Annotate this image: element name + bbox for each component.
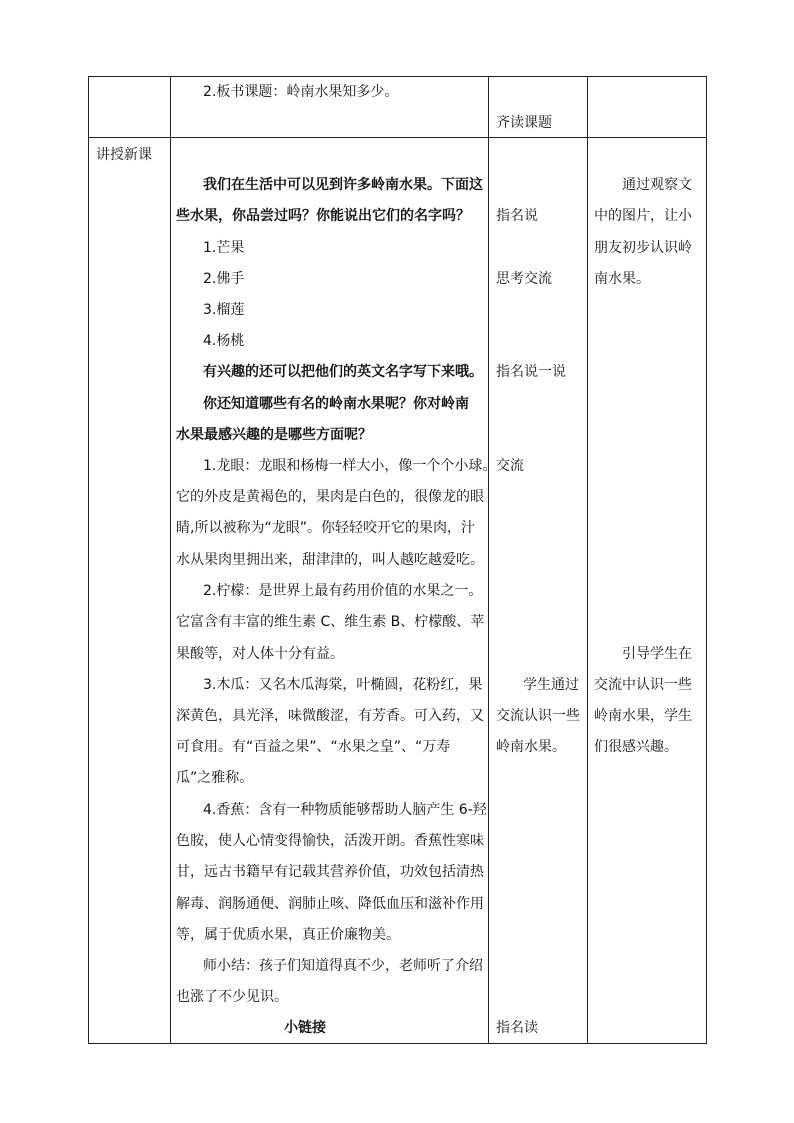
longan-paragraph: 1.龙眼：龙眼和杨梅一样大小，像一个个小球。 [203, 458, 497, 474]
design-intent-line: 中的图片，让小 [594, 208, 692, 224]
small-link-heading: 小链接 [284, 1020, 326, 1036]
design-intent-line: 们很感兴趣。 [594, 739, 678, 755]
banana-paragraph: 4.香蕉：含有一种物质能够帮助人脑产生 6-羟 [203, 802, 487, 818]
content-line: 有兴趣的还可以把他们的英文名字写下来哦。 [203, 364, 483, 380]
papaya-paragraph: 瓜”之雅称。 [176, 770, 254, 786]
table-right-border [706, 76, 707, 1044]
banana-paragraph: 等，属于优质水果，真正价廉物美。 [176, 927, 400, 943]
banana-paragraph: 甘，远古书籍早有记载其营养价值，功效包括清热 [176, 864, 484, 880]
activity-item: 岭南水果。 [496, 739, 566, 755]
design-intent-line: 引导学生在 [622, 646, 692, 662]
stage-label: 讲授新课 [96, 147, 152, 163]
column-divider-1 [170, 76, 171, 1044]
longan-paragraph: 水从果肉里拥出来，甜津津的，叫人越吃越爱吃。 [176, 552, 484, 568]
design-intent-line: 交流中认识一些 [594, 677, 692, 693]
teacher-summary: 也涨了不少见识。 [176, 989, 288, 1005]
read-title-activity: 齐读课题 [496, 115, 552, 131]
fruit-list-item: 1.芒果 [203, 240, 245, 256]
design-intent-line: 通过观察文 [622, 177, 692, 193]
lemon-paragraph: 果酸等，对人体十分有益。 [176, 646, 344, 662]
fruit-list-item: 3.榴莲 [203, 302, 245, 318]
longan-paragraph: 睛,所以被称为“龙眼”。你轻轻咬开它的果肉，汁 [176, 520, 475, 536]
longan-paragraph: 它的外皮是黄褐色的，果肉是白色的，很像龙的眼 [176, 489, 484, 505]
banana-paragraph: 解毒、润肠通便、润肺止咳、降低血压和滋补作用 [176, 896, 484, 912]
design-intent-line: 朋友初步认识岭 [594, 240, 692, 256]
lemon-paragraph: 2.柠檬：是世界上最有药用价值的水果之一。 [203, 583, 483, 599]
fruit-list-item: 4.杨桃 [203, 333, 245, 349]
design-intent-line: 南水果。 [594, 271, 650, 287]
row-divider [88, 137, 706, 138]
teacher-summary: 师小结：孩子们知道得真不少，老师听了介绍 [203, 958, 483, 974]
papaya-paragraph: 可食用。有“百益之果”、“水果之皇”、“万寿 [176, 739, 451, 755]
content-line: 我们在生活中可以见到许多岭南水果。下面这 [203, 177, 483, 193]
papaya-paragraph: 3.木瓜：又名木瓜海棠，叶椭圆，花粉红，果 [203, 677, 483, 693]
column-divider-2 [488, 76, 489, 1044]
banana-paragraph: 色胺，使人心情变得愉快，活泼开朗。香蕉性寒味 [176, 833, 484, 849]
column-divider-3 [587, 76, 588, 1044]
lemon-paragraph: 它富含有丰富的维生素 C、维生素 B、柠檬酸、苹 [176, 614, 485, 630]
design-intent-line: 岭南水果，学生 [594, 708, 692, 724]
table-left-border [88, 76, 89, 1044]
content-line: 水果最感兴趣的是哪些方面呢？ [176, 427, 372, 443]
activity-item: 交流认识一些 [496, 708, 580, 724]
activity-item: 交流 [496, 458, 524, 474]
activity-item: 指名说一说 [496, 364, 566, 380]
content-line: 你还知道哪些有名的岭南水果呢？你对岭南 [203, 396, 469, 412]
activity-item: 指名读 [496, 1020, 538, 1036]
activity-item: 学生通过 [523, 677, 579, 693]
activity-item: 指名说 [496, 208, 538, 224]
papaya-paragraph: 深黄色，具光泽，味微酸涩，有芳香。可入药，又 [176, 708, 484, 724]
content-line: 些水果，你品尝过吗？你能说出它们的名字吗？ [176, 208, 470, 224]
table-bottom-border [88, 1043, 706, 1044]
activity-item: 思考交流 [496, 271, 552, 287]
fruit-list-item: 2.佛手 [203, 271, 245, 287]
board-title-text: 2.板书课题：岭南水果知多少。 [203, 84, 399, 100]
